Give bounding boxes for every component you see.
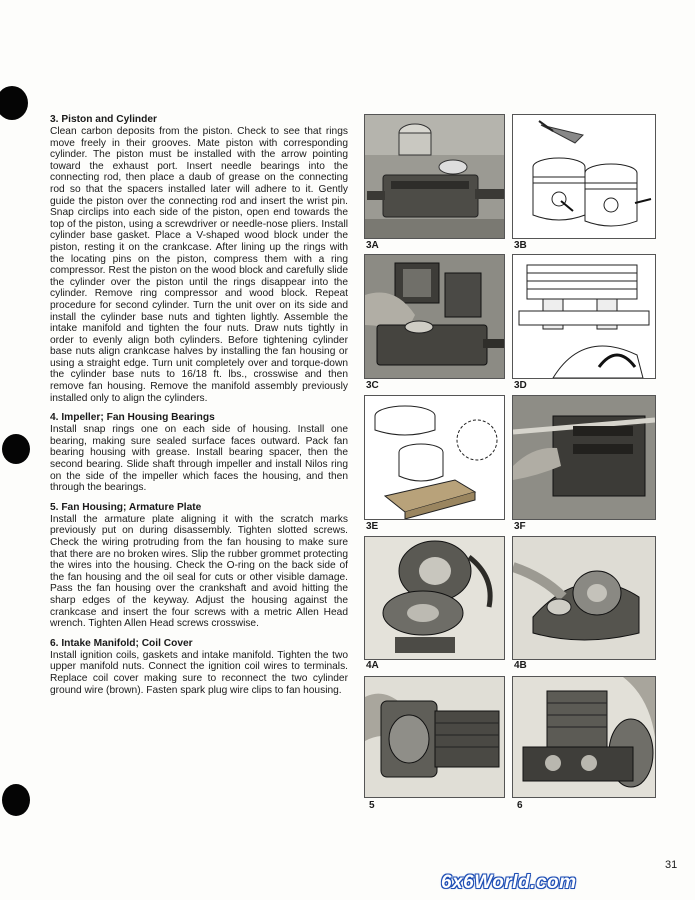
- piston-arrow-diagram: [512, 114, 656, 239]
- watermark-logo: 6x6World.com: [441, 872, 577, 893]
- section-body: Install the armature plate aligning it with the scratch marks previously put on during disassembly. Tighten slotted screws. Check the wiring protruding from the fan housing to make sure that there are no broken wires. Slip the rubber grommet protecting the wires into the housing. Check the O-ring on the back side of the fan housing and the oil seal for cuts or other visible damage. Pass the fan housing over the crankshaft and avoid hitting the sharp edges of the keyway. Adjust the housing against the crankcase and insert the four screws with a metric Allen Head wrench. Tighten Allen Head screws crosswise.: [50, 513, 348, 630]
- straight-edge-photo: [512, 395, 656, 520]
- section-body: Clean carbon deposits from the piston. Check to see that rings move freely in their grooves. Mate piston with corresponding cylinder. The piston must be installed with the arrow pointing toward the exhaust port. Insert needle bearings into the connecting rod, then place a daub of grease on the connecting rod so that the spacers installed later will adhere to it. Gently guide the piston over the connecting rod and insert the wrist pin. Snap circlips into each side of the piston, open end towards the top of the piston, using a screwdriver or needle-nose pliers. Install cylinder base gasket. Place a V-shaped wood block under the piston, resting it on the crankcase. After lining up the rings with the locating pins on the piston, compress them with a ring compressor. Rest the piston on the wood block and carefully slide the cylinder over the piston until the rings disappear into the cylinder. Remove ring compressor and wood block. Repeat procedure for second cylinder. Turn the unit over on its side and install the cylinder base nuts and tighten lightly. Assemble the intake manifold and tighten the four nuts. Draw nuts tightly in order to evenly align both cylinders. Before tightening cylinder base nuts align crankcase halves by installing the fan housing or using a straight edge. Turn unit completely over and torque-down the cylinder base nuts to 16/18 ft. lbs., crosswise and then remove fan housing. Remove the manifold assembly previously installed only to align the cylinders.: [50, 126, 348, 404]
- figure-label: 4A: [366, 660, 379, 671]
- figure-label: 3E: [366, 521, 379, 532]
- figure-label: 6: [517, 800, 523, 811]
- section-heading: 4. Impeller; Fan Housing Bearings: [50, 412, 215, 424]
- section-impeller-bearings: [50, 412, 348, 494]
- figure-label: 4B: [514, 660, 527, 671]
- binder-hole-top: [0, 86, 28, 120]
- figure-label: 3F: [514, 521, 526, 532]
- figure-label: 3D: [514, 380, 527, 391]
- armature-plate-photo: [364, 676, 505, 798]
- section-heading: 6. Intake Manifold; Coil Cover: [50, 637, 193, 649]
- figure-label: 5: [369, 800, 375, 811]
- ring-compressor-diagram: [364, 395, 505, 520]
- figure-label: 3C: [366, 380, 379, 391]
- fan-housing-photo: [512, 536, 656, 660]
- section-piston-cylinder: [50, 114, 348, 404]
- section-heading: 5. Fan Housing; Armature Plate: [50, 501, 202, 513]
- intake-manifold-photo: [512, 676, 656, 798]
- section-fan-housing-armature: [50, 502, 348, 630]
- section-heading: 3. Piston and Cylinder: [50, 114, 157, 125]
- binder-hole-middle: [2, 434, 30, 464]
- figure-label: 3A: [366, 240, 379, 251]
- section-body: Install snap rings one on each side of housing. Install one bearing, making sure sealed surface faces outward. Pack fan bearing housing with grease. Install bearing spacer, then the second bearing. Slide shaft through impeller and install Nilos ring on the side of the impeller which faces the housing, and then through the bearings.: [50, 424, 348, 494]
- page-number: 31: [665, 859, 678, 871]
- section-body: Install ignition coils, gaskets and intake manifold. Tighten the two upper manifold nuts. Connect the ignition coil wires to terminals. Replace coil cover making sure to reconnect the two cylinder ground wire (brown). Fasten spark plug wire clips to fan housing.: [50, 649, 348, 696]
- section-intake-manifold: [50, 638, 348, 696]
- cylinder-install-photo: [364, 254, 505, 379]
- cylinder-base-diagram: [512, 254, 656, 379]
- figure-label: 3B: [514, 240, 527, 251]
- instructions-column: [50, 114, 348, 704]
- figure-grid: [364, 114, 656, 814]
- piston-cylinder-photo: [364, 114, 505, 239]
- impeller-photo: [364, 536, 505, 660]
- binder-hole-bottom: [2, 784, 30, 816]
